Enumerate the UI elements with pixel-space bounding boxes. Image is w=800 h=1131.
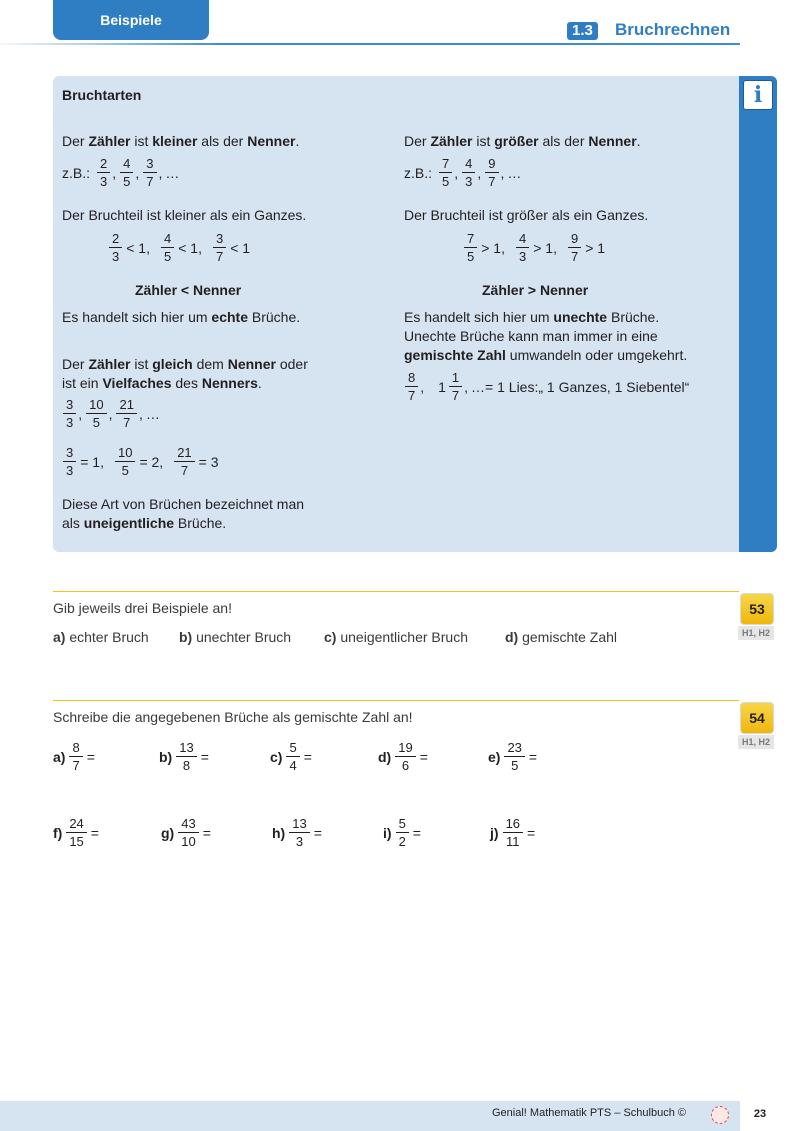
info-icon: i	[743, 80, 773, 110]
fraction: $\frac{10}{5}$	[115, 445, 135, 478]
exercise-54-divider	[53, 700, 739, 701]
left-rule: Zähler < Nenner	[135, 282, 242, 298]
fraction: $\frac{3}{7}$	[213, 231, 226, 264]
fraction: $\frac{2}{3}$	[109, 231, 122, 264]
right-rule: Zähler > Nenner	[482, 282, 589, 298]
tab-beispiele[interactable]: Beispiele	[53, 0, 209, 40]
right-line4: Unechte Brüche kann man immer in eine	[404, 328, 658, 344]
fraction: $\frac{4}{3}$	[462, 156, 475, 189]
left-inequalities: $\frac{2}{3}$ < 1, $\frac{4}{5}$ < 1, $\frac{3}{7}$ < 1	[108, 231, 250, 264]
task-c: c) $\frac{5}{4}$ =	[270, 740, 312, 773]
right-inequalities: $\frac{7}{5}$ > 1, $\frac{4}{3}$ > 1, $\frac{9}{7}$ > 1	[463, 231, 605, 264]
right-examples: z.B.: $\frac{7}{5}$ , $\frac{4}{3}$ , $\frac{9}{7}$ , …	[404, 156, 522, 189]
section-number-badge: 1.3	[567, 22, 598, 40]
right-line5: gemischte Zahl umwandeln oder umgekehrt.	[404, 347, 688, 363]
exercise-53-divider	[53, 591, 739, 592]
right-line1: Der Zähler ist größer als der Nenner.	[404, 133, 641, 149]
task-d: d) $\frac{19}{6}$ =	[378, 740, 428, 773]
left-equal-values: $\frac{3}{3}$ = 1, $\frac{10}{5}$ = 2, $\frac{21}{7}$ = 3	[62, 445, 219, 478]
fraction: $\frac{4}{3}$	[516, 231, 529, 264]
exercise-53-item-a: a) echter Bruch	[53, 629, 149, 645]
left-line5b: als uneigentliche Brüche.	[62, 515, 227, 531]
left-line2: Der Bruchteil ist kleiner als ein Ganzes.	[62, 207, 307, 223]
right-line2: Der Bruchteil ist größer als ein Ganzes.	[404, 207, 649, 223]
fraction: $\frac{4}{5}$	[120, 156, 133, 189]
left-equal-examples: $\frac{3}{3}$ , $\frac{10}{5}$ , $\frac{21}{7}$ , …	[62, 397, 160, 430]
fraction: $\frac{10}{5}$	[86, 397, 106, 430]
exercise-53-tags: H1, H2	[738, 626, 774, 640]
fraction: $\frac{8}{7}$	[405, 370, 418, 403]
task-f: f) $\frac{24}{15}$ =	[53, 816, 99, 849]
header-divider	[0, 43, 740, 45]
left-line5a: Diese Art von Brüchen bezeichnet man	[62, 496, 305, 512]
fraction: $\frac{7}{5}$	[439, 156, 452, 189]
fraction: $\frac{9}{7}$	[485, 156, 498, 189]
exercise-53-number: 53	[740, 593, 774, 625]
left-line4a: Der Zähler ist gleich dem Nenner oder	[62, 356, 308, 372]
info-title: Bruchtarten	[62, 87, 142, 103]
fraction: $\frac{21}{7}$	[174, 445, 194, 478]
exercise-54-tags: H1, H2	[738, 735, 774, 749]
exercise-53-item-b: b) unechter Bruch	[179, 629, 292, 645]
task-i: i) $\frac{5}{2}$ =	[383, 816, 421, 849]
fraction: $\frac{3}{7}$	[143, 156, 156, 189]
exercise-54-instruction: Schreibe die angegebenen Brüche als gemischte Zahl an!	[53, 709, 413, 725]
exercise-53-item-c: c) uneigentlicher Bruch	[324, 629, 468, 645]
info-side-bar	[739, 76, 777, 552]
exercise-53-instruction: Gib jeweils drei Beispiele an!	[53, 600, 232, 616]
publisher-logo-icon	[711, 1106, 729, 1124]
fraction: $\frac{3}{3}$	[63, 397, 76, 430]
task-b: b) $\frac{13}{8}$ =	[159, 740, 209, 773]
fraction: $\frac{7}{5}$	[464, 231, 477, 264]
task-g: g) $\frac{43}{10}$ =	[161, 816, 211, 849]
section-title: Bruchrechnen	[615, 20, 731, 39]
fraction: $\frac{2}{3}$	[97, 156, 110, 189]
task-h: h) $\frac{13}{3}$ =	[272, 816, 322, 849]
fraction: $\frac{9}{7}$	[568, 231, 581, 264]
exercise-53-item-d: d) gemischte Zahl	[505, 629, 618, 645]
fraction: $\frac{1}{7}$	[449, 370, 462, 403]
right-line3: Es handelt sich hier um unechte Brüche.	[404, 309, 660, 325]
right-mixed-example: $\frac{8}{7}$ , 1 $\frac{1}{7}$ , …= 1 Lies:„ 1 Ganzes, 1 Siebentel“	[404, 370, 689, 403]
footer-text: Genial! Mathematik PTS – Schulbuch ©	[492, 1107, 686, 1119]
fraction: $\frac{3}{3}$	[63, 445, 76, 478]
left-line1: Der Zähler ist kleiner als der Nenner.	[62, 133, 300, 149]
left-line4b: ist ein Vielfaches des Nenners.	[62, 375, 262, 391]
left-examples: z.B.: $\frac{2}{3}$ , $\frac{4}{5}$ , $\frac{3}{7}$ , …	[62, 156, 180, 189]
exercise-54-number: 54	[740, 702, 774, 734]
page-number: 23	[740, 1101, 780, 1131]
fraction: $\frac{4}{5}$	[161, 231, 174, 264]
task-j: j) $\frac{16}{11}$ =	[490, 816, 536, 849]
task-e: e) $\frac{23}{5}$ =	[488, 740, 538, 773]
fraction: $\frac{21}{7}$	[116, 397, 136, 430]
left-line3: Es handelt sich hier um echte Brüche.	[62, 309, 301, 325]
task-a: a) $\frac{8}{7}$ =	[53, 740, 95, 773]
